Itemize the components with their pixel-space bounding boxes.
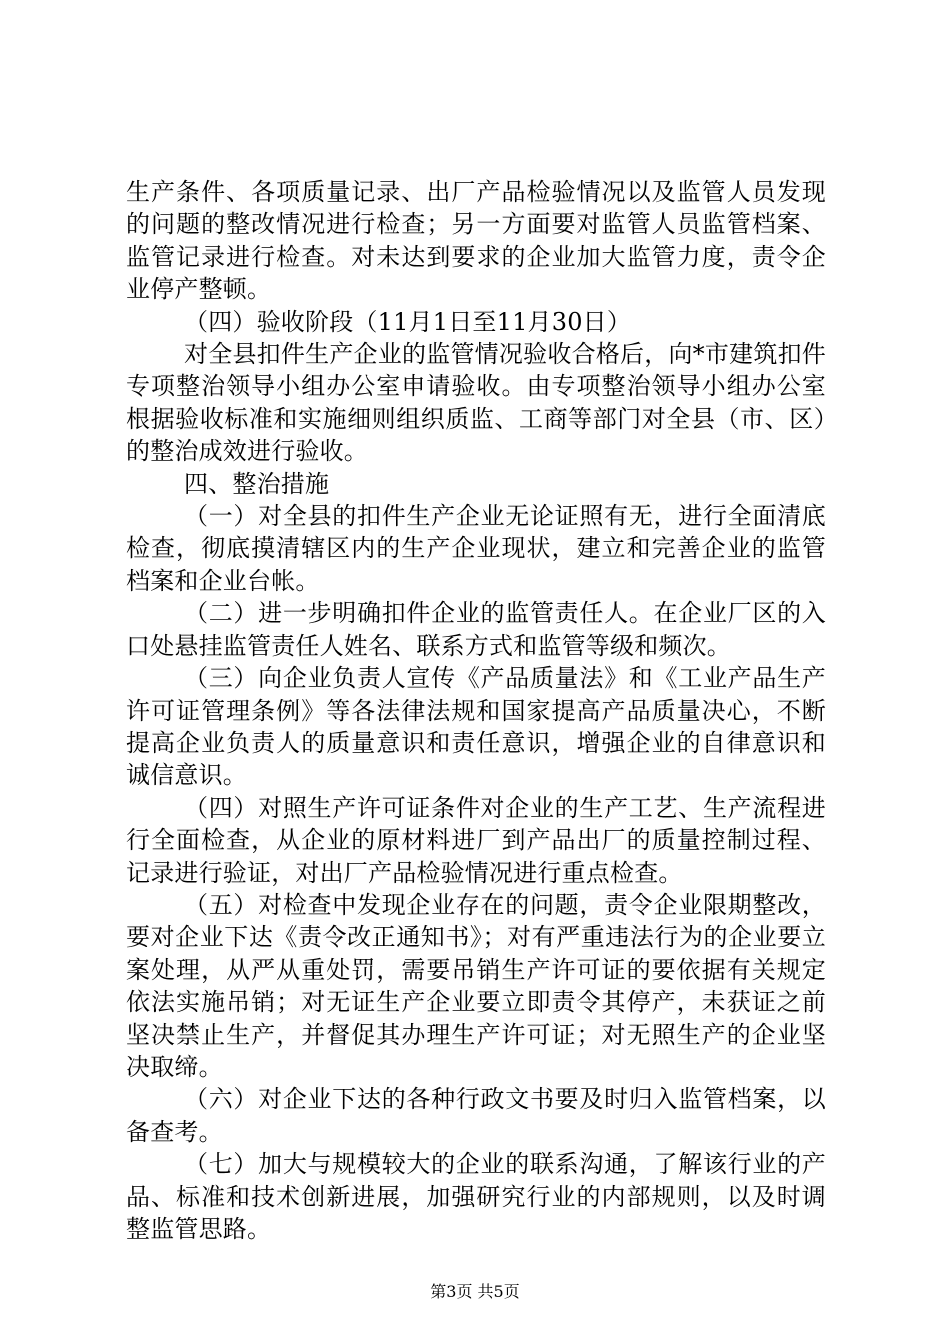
measure-item-7: （七）加大与规模较大的企业的联系沟通，了解该行业的产品、标准和技术创新进展，加强研究行业的内部规则，以及时调整监管思路。 — [126, 1150, 826, 1243]
paragraph-continuation: 生产条件、各项质量记录、出厂产品检验情况以及监管人员发现的问题的整改情况进行检查；另一方面要对监管人员监管档案、监管记录进行检查。对未达到要求的企业加大监管力度，责令企业停产整顿。 — [126, 178, 826, 304]
measure-item-6: （六）对企业下达的各种行政文书要及时归入监管档案，以备查考。 — [126, 1085, 826, 1146]
measure-item-5: （五）对检查中发现企业存在的问题，责令企业限期整改，要对企业下达《责令改正通知书》；对有严重违法行为的企业要立案处理，从严从重处罚，需要吊销生产许可证的要依据有关规定依法实施吊销；对无证生产企业要立即责令其停产，未获证之前坚决禁止生产，并督促其办理生产许可证；对无照生产的企业坚决取缔。 — [126, 890, 826, 1081]
measure-item-4: （四）对照生产许可证条件对企业的生产工艺、生产流程进行全面检查，从企业的原材料进厂到产品出厂的质量控制过程、记录进行验证，对出厂产品检验情况进行重点检查。 — [126, 793, 826, 887]
paragraph-acceptance: 对全县扣件生产企业的监管情况验收合格后，向*市建筑扣件专项整治领导小组办公室申请验收。由专项整治领导小组办公室根据验收标准和实施细则组织质监、工商等部门对全县（市、区）的整治成效进行验收。 — [126, 340, 826, 466]
document-body — [126, 176, 826, 1245]
measure-item-2: （二）进一步明确扣件企业的监管责任人。在企业厂区的入口处悬挂监管责任人姓名、联系方式和监管等级和频次。 — [126, 599, 826, 660]
section-heading-measures: 四、整治措施 — [184, 469, 330, 498]
page-footer: 第3页 共5页 — [430, 1282, 520, 1301]
measure-item-3: （三）向企业负责人宣传《产品质量法》和《工业产品生产许可证管理条例》等各法律法规和国家提高产品质量决心，不断提高企业负责人的质量意识和责任意识，增强企业的自律意识和诚信意识。 — [126, 664, 826, 790]
paragraph-stage-heading: （四）验收阶段（11月1日至11月30日） — [184, 307, 632, 336]
measure-item-1: （一）对全县的扣件生产企业无论证照有无，进行全面清底检查，彻底摸清辖区内的生产企业现状，建立和完善企业的监管档案和企业台帐。 — [126, 502, 826, 595]
